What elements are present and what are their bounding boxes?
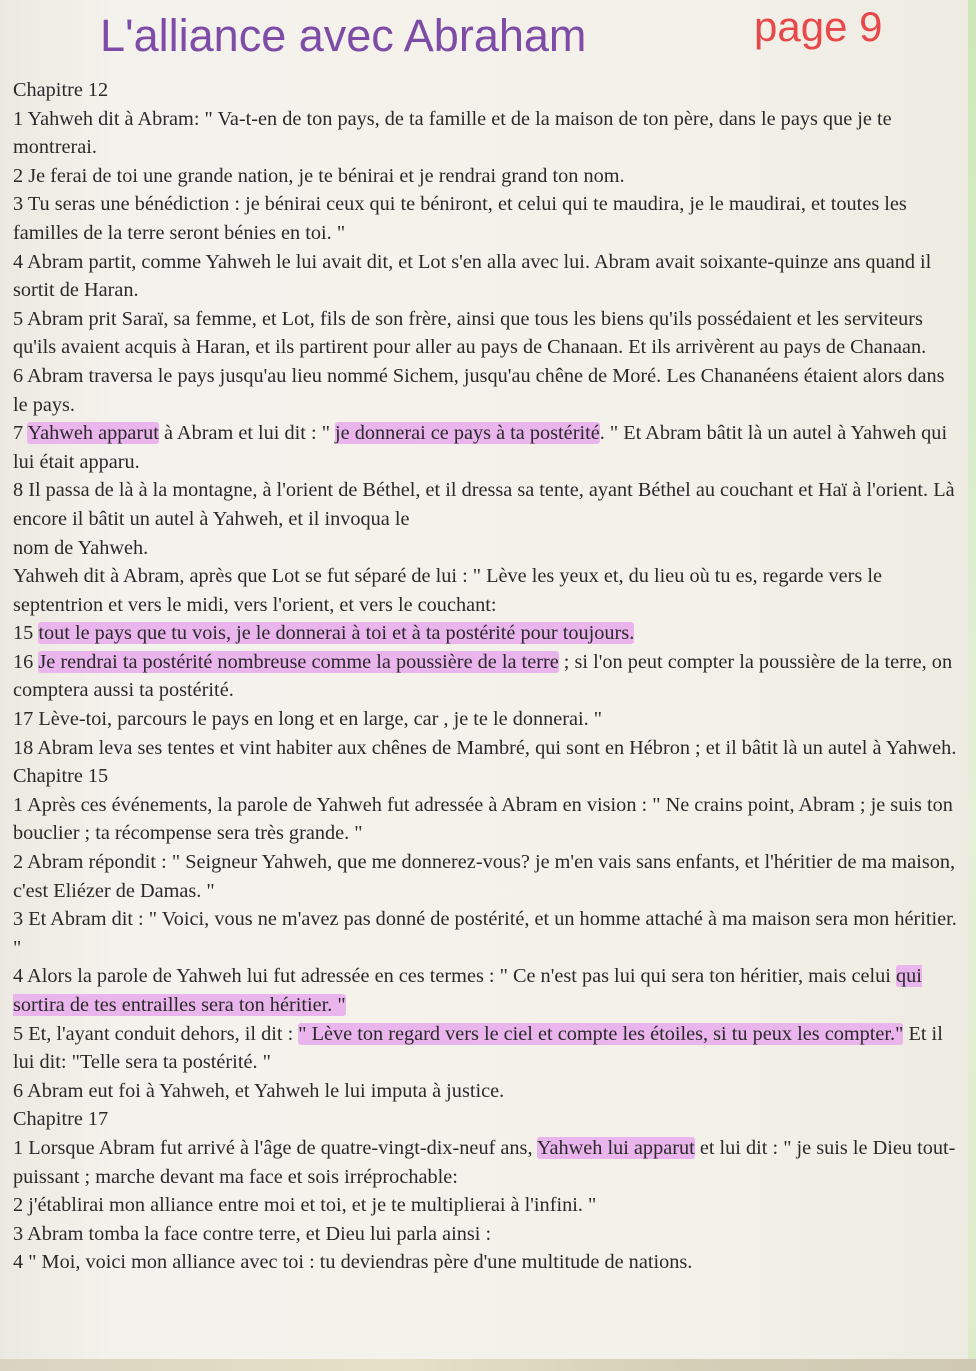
verse-17-1: [13, 1134, 963, 1191]
verse-text: 7: [13, 422, 28, 445]
chapter-heading: Chapitre 17: [13, 1108, 109, 1131]
verse-15-1: 1 Après ces événements, la parole de Yahweh fut adressée à Abram en vision : " Ne crains point, Abram ; je suis ton bouclier ; ta récompense sera très grande. ": [13, 793, 953, 845]
verse-text: 1 Lorsque Abram fut arrivé à l'âge de quatre-vingt-dix-neuf ans,: [13, 1136, 537, 1159]
verse-12-5: 5 Abram prit Saraï, sa femme, et Lot, fils de son frère, ainsi que tous les biens qu'ils possédaient et les serviteurs qu'ils avaient acquis à Haran, et ils partirent pour aller au pays de Chanaan. Et ils arrivèrent au pays de Chanaan.: [13, 307, 927, 359]
chapter-heading: Chapitre 15: [13, 765, 109, 788]
scripture-text: [13, 76, 963, 1277]
page-bottom-edge: [0, 1359, 976, 1371]
verse-12-6: 6 Abram traversa le pays jusqu'au lieu nommé Sichem, jusqu'au chêne de Moré. Les Chananéens étaient alors dans le pays.: [13, 364, 945, 416]
page-number-label: page 9: [754, 3, 883, 50]
verse-13-17: 17 Lève-toi, parcours le pays en long et en large, car , je te le donnerai. ": [13, 708, 603, 731]
verse-text: 5 Et, l'ayant conduit dehors, il dit :: [13, 1022, 299, 1045]
page-edge: [968, 0, 976, 1371]
verse-12-3: 3 Tu seras une bénédiction : je bénirai ceux qui te béniront, et celui qui te maudira, je le maudirai, et toutes les familles de la terre seront bénies en toi. ": [13, 193, 907, 244]
verse-text: 4 Alors la parole de Yahweh lui fut adressée en ces termes : " Ce n'est pas lui qui sera ton héritier, mais celui: [13, 965, 896, 988]
verse-text: 15: [13, 622, 39, 645]
verse-17-3: 3 Abram tomba la face contre terre, et Dieu lui parla ainsi :: [13, 1222, 492, 1245]
verse-text: et lui dit : " je suis le Dieu tout-puissant ; marche devant ma face et sois irréprochable:: [13, 1136, 956, 1188]
verse-12-8-end: nom de Yahweh.: [13, 536, 149, 559]
verse-text: Et il lui dit: "Telle sera ta postérité. ": [13, 1022, 943, 1074]
highlighted-text: tout le pays que tu vois, je le donnerai à toi et à ta postérité pour toujours.: [38, 622, 635, 645]
verse-12-4: 4 Abram partit, comme Yahweh le lui avait dit, et Lot s'en alla avec lui. Abram avait soixante-quinze ans quand il sortit de Haran.: [13, 250, 932, 302]
verse-15-4: [13, 962, 963, 1019]
highlighted-text: Je rendrai ta postérité nombreuse comme la poussière de la terre: [38, 650, 559, 673]
page-title: L'alliance avec Abraham: [100, 10, 587, 61]
verse-13-14: Yahweh dit à Abram, après que Lot se fut séparé de lui : " Lève les yeux et, du lieu où tu es, regarde vers le septentrion et vers le midi, vers l'orient, et vers le couchant:: [13, 565, 883, 616]
verse-text: . " Et Abram bâtit là un autel à Yahweh qui lui était apparu.: [13, 422, 948, 473]
verse-text: à Abram et lui dit : ": [158, 422, 336, 445]
verse-text: 16: [13, 650, 39, 673]
verse-15-5: [13, 1020, 963, 1077]
verse-text: ; si l'on peut compter la poussière de la terre, on comptera aussi ta postérité.: [13, 650, 953, 702]
verse-13-18: 18 Abram leva ses tentes et vint habiter aux chênes de Mambré, qui sont en Hébron ; et il bâtit là un autel à Yahweh.: [13, 736, 957, 759]
highlighted-text: je donnerai ce pays à ta postérité: [335, 422, 600, 445]
verse-12-8: 8 Il passa de là à la montagne, à l'orient de Béthel, et il dressa sa tente, ayant Béthel au couchant et Haï à l'orient. Là encore il bâtit un autel à Yahweh, et il invoqua le: [13, 479, 955, 530]
highlighted-text: " Lève ton regard vers le ciel et compte les étoiles, si tu peux les compter.": [298, 1022, 904, 1045]
verse-13-16: [13, 648, 963, 705]
highlighted-text: Yahweh lui apparut: [536, 1136, 695, 1159]
highlighted-text: qui sortira de tes entrailles sera ton héritier. ": [13, 965, 922, 1016]
highlighted-text: Yahweh apparut: [27, 422, 159, 445]
verse-15-2: 2 Abram répondit : " Seigneur Yahweh, que me donnerez-vous? je m'en vais sans enfants, et l'héritier de ma maison, c'est Eliézer de Damas. ": [13, 851, 956, 902]
verse-12-1: 1 Yahweh dit à Abram: " Va-t-en de ton pays, de ta famille et de la maison de ton père, dans le pays que je te montrerai.: [13, 107, 892, 159]
verse-17-2: 2 j'établirai mon alliance entre moi et toi, et je te multiplierai à l'infini. ": [13, 1194, 597, 1217]
verse-12-2: 2 Je ferai de toi une grande nation, je te bénirai et je rendrai grand ton nom.: [13, 164, 625, 187]
verse-17-4: 4 " Moi, voici mon alliance avec toi : tu deviendras père d'une multitude de nations.: [13, 1251, 693, 1274]
verse-15-6: 6 Abram eut foi à Yahweh, et Yahweh le lui imputa à justice.: [13, 1079, 505, 1102]
chapter-heading: Chapitre 12: [13, 79, 109, 101]
verse-15-3: 3 Et Abram dit : " Voici, vous ne m'avez pas donné de postérité, et un homme attaché à ma maison sera mon héritier. ": [13, 908, 957, 959]
verse-13-15: [13, 619, 963, 648]
verse-12-7: [13, 419, 963, 476]
